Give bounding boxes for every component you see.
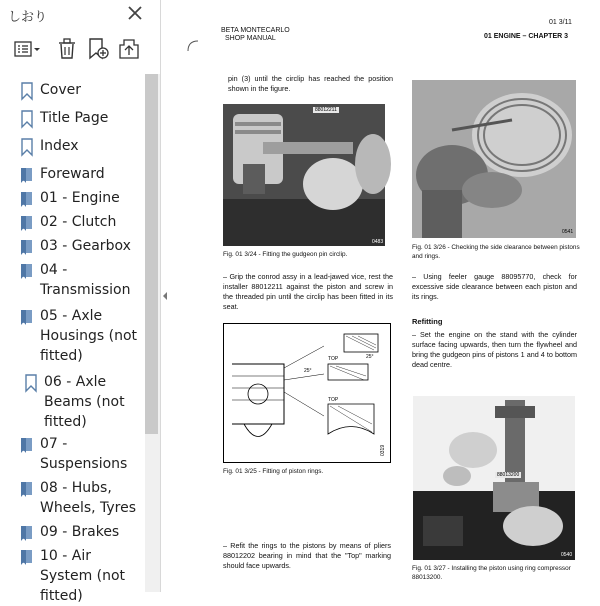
drawing-top-label-2: TOP (328, 356, 339, 362)
bookmarks-panel-title: しおり (8, 10, 48, 25)
bookmark-page-icon (20, 262, 34, 280)
drawing-piston-rings (223, 323, 391, 463)
bookmark-label: 02 - Clutch (40, 214, 117, 230)
bookmark-item-axle-housings[interactable] (0, 306, 145, 368)
figure-caption-24: Fig. 01 3/24 - Fitting the gudgeon pin circlip. (223, 251, 348, 258)
bookmark-label: 06 - Axle Beams (not fitted) (44, 374, 125, 430)
drawing-angle-label-1: 25° (366, 354, 374, 360)
section-heading-refitting: Refitting (412, 317, 443, 326)
bookmark-label: Foreward (40, 166, 105, 182)
header-chapter: 01 ENGINE – CHAPTER 3 (484, 33, 569, 40)
bookmark-label: Cover (40, 82, 81, 98)
photo-side-clearance (412, 80, 576, 238)
bookmarks-panel-header (0, 0, 160, 30)
drawing-angle-label-2: 25° (304, 368, 312, 374)
bookmarks-toolbar (0, 34, 160, 66)
bookmark-page-icon (20, 190, 34, 208)
photo-tool-label: 88012211 (315, 107, 337, 113)
photo-tool-label: 88013200 (497, 472, 520, 478)
bookmark-page-icon (20, 166, 34, 184)
paragraph-intro: pin (3) until the circlip has reached the position shown in the figure. (228, 74, 393, 93)
bookmark-label: 07 - Suspensions (40, 436, 128, 472)
header-page-number: 01 3/11 (549, 19, 572, 26)
bookmark-label: Title Page (40, 110, 109, 126)
paragraph-grip-conrod: – Grip the conrod assy in a lead-jawed vice, rest the installer 88012211 against the piston and screw in the threaded pin until the circlip has been fitted in its seat. (223, 272, 393, 311)
paragraph-refit-rings: – Refit the rings to the pistons by means of pliers 88012202 bearing in mind that the "Top" marking should face upwards. (223, 541, 391, 570)
bookmark-item-foreward[interactable] (0, 164, 145, 186)
bookmark-item-clutch[interactable] (0, 212, 145, 234)
bookmarks-panel (0, 0, 161, 604)
bookmark-page-icon (20, 214, 34, 232)
bookmark-page-icon (20, 480, 34, 498)
bookmark-label: Index (40, 138, 79, 154)
paragraph-feeler-gauge: – Using feeler gauge 88095770, check for excessive side clearance between each piston and its rings. (412, 272, 577, 301)
drawing-number: 0319 (380, 444, 386, 456)
bookmark-item-gearbox[interactable] (0, 236, 145, 258)
new-bookmark-icon[interactable] (86, 36, 110, 62)
bookmark-outline-icon (24, 374, 38, 392)
bookmark-label: 10 - Air System (not fitted) (40, 548, 126, 604)
bookmark-list (0, 74, 145, 604)
photo-installing-piston (413, 396, 575, 560)
paragraph-set-engine: – Set the engine on the stand with the cylinder surface facing upwards, then turn the flywheel and bring the gudgeon pins of pistons 1 and 4 to bottom dead centre. (412, 330, 577, 369)
figure-caption-27: Fig. 01 3/27 - Installing the piston using ring compressor 88013200. (412, 565, 571, 581)
trash-icon[interactable] (56, 36, 78, 62)
header-manual-name: BETA MONTECARLO (221, 27, 290, 34)
header-manual-subtitle: SHOP MANUAL (225, 35, 276, 42)
bookmark-item-suspensions[interactable] (0, 434, 145, 476)
bookmark-item-axle-beams[interactable] (0, 372, 145, 434)
bookmark-item-title-page[interactable] (0, 108, 145, 132)
bookmark-page-icon (20, 524, 34, 542)
scrollbar-thumb[interactable] (145, 74, 158, 434)
bookmark-item-air-system[interactable] (0, 546, 145, 604)
close-icon[interactable] (124, 2, 146, 24)
bookmark-label: 08 - Hubs, Wheels, Tyres (40, 480, 137, 516)
drawing-top-label-1: TOP (328, 397, 339, 403)
page-corner-mark (186, 38, 200, 52)
bookmark-item-transmission[interactable] (0, 260, 145, 302)
photo-number: 0541 (562, 229, 574, 235)
photo-number: 0483 (372, 239, 384, 245)
bookmark-page-icon (20, 238, 34, 256)
expand-bookmark-icon[interactable] (116, 36, 142, 62)
bookmark-outline-icon (20, 82, 34, 100)
bookmark-outline-icon (20, 138, 34, 156)
figure-caption-25: Fig. 01 3/25 - Fitting of piston rings. (223, 468, 324, 475)
bookmark-label: 05 - Axle Housings (not fitted) (40, 308, 138, 364)
bookmarks-scrollbar[interactable] (145, 74, 160, 592)
photo-gudgeon-pin-circlip (223, 104, 385, 246)
document-page (171, 0, 600, 592)
bookmark-item-engine[interactable] (0, 188, 145, 210)
bookmark-item-brakes[interactable] (0, 522, 145, 544)
bookmark-label: 09 - Brakes (40, 524, 120, 540)
bookmark-outline-icon (20, 110, 34, 128)
collapse-panel-icon[interactable] (161, 288, 169, 304)
bookmark-item-hubs-wheels-tyres[interactable] (0, 478, 145, 520)
figure-caption-26: Fig. 01 3/26 - Checking the side clearance between pistons and rings. (412, 244, 580, 260)
bookmark-page-icon (20, 548, 34, 566)
options-menu-icon[interactable] (12, 36, 42, 62)
bookmark-page-icon (20, 308, 34, 326)
bookmark-label: 04 - Transmission (40, 262, 131, 298)
bookmark-label: 03 - Gearbox (40, 238, 131, 254)
bookmark-page-icon (20, 436, 34, 454)
bookmark-item-cover[interactable] (0, 80, 145, 104)
photo-number: 0540 (561, 552, 573, 558)
bookmark-label: 01 - Engine (40, 190, 120, 206)
bookmark-item-index[interactable] (0, 136, 145, 160)
